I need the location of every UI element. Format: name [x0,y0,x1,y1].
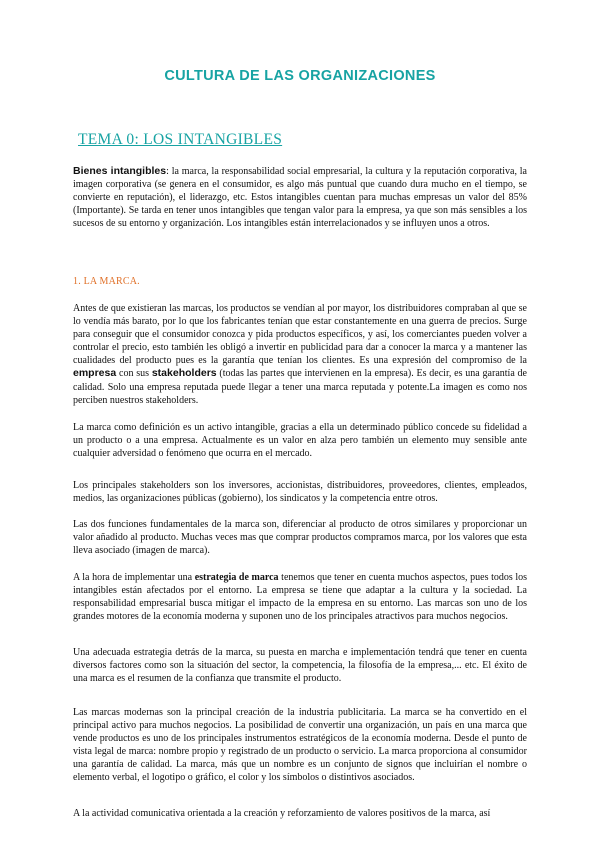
paragraph-adecuada-estrategia: Una adecuada estrategia detrás de la marca, su puesta en marcha e implementación tendrá que tener en cuenta diversos factores como son la situación del sector, la competencia, la filosofía de la empresa,... etc. El éxito de una marca es el resumen de la confianza que transmite el producto. [73,647,527,685]
paragraph-marcas-modernas: Las marcas modernas son la principal creación de la industria publicitaria. La marca se ha convertido en el principal activo para muchos negocios. La posibilidad de convertir una organización, un país en una marca que vende productos es uno de los principales instrumentos estratégicos de la economía moderna. Desde el punto de vista legal de marca: nombre propio y registrado de un producto o servicio. La marca proporciona al consumidor una garantía de calidad. La marca, más que un nombre es un conjunto de signos que incluirían el nombre o elemento verbal, el logotipo o gráfico, el color y los símbolos o distintivos asociados. [73,707,527,784]
bienes-intangibles-term: Bienes intangibles [73,165,167,177]
section-heading: 1. LA MARCA. [73,276,140,287]
paragraph-text: con sus [116,368,152,380]
paragraph-text: tenemos que tener en cuenta muchos aspectos, pues todos los intangibles están afectados por el entorno. La empresa se tiene que adaptar a la cultura y la sociedad. La responsabilidad empresarial busca mitigar el impacto de la empresa en su entorno. Las marcas son uno de los grandes motores de la economía moderna y suponen uno de los principales atractivos para muchos negocios. [73,572,528,623]
paragraph-historia-marca [73,302,527,407]
paragraph-text: A la hora de implementar una [73,572,195,583]
paragraph-text: (todas las partes que intervienen en la empresa). Es decir, es una garantía de calidad. Solo una empresa reputada puede llegar a tener una marca reputada y potente.La imagen es como nos perciben nuestros stakeholders. [73,368,527,406]
paragraph-text: Antes de que existieran las marcas, los productos se vendían al por mayor, los distribuidores compraban al que se lo vendía más barato, por lo que los fabricantes tenían que estar constantemente en una guerra de precios. Surge para conseguir que el consumidor conozca y pida productos específicos, y así, los comerciantes pueden volver a controlar el precio, esto también les obligó a invertir en publicidad para dar a conocer la marca y a mantener las cualidades del producto pues es la garantía que tenían los clientes. Es una expresión del compromiso de la [73,303,527,367]
empresa-term: empresa [73,367,117,380]
paragraph-stakeholders: Los principales stakeholders son los inversores, accionistas, distribuidores, proveedores, clientes, empleados, medios, las organizaciones públicas (gobierno), los sindicatos y la competencia entre otros. [73,480,527,505]
paragraph-estrategia-marca [73,571,527,623]
paragraph-text: : la marca, la responsabilidad social empresarial, la cultura y la reputación corporativa, la imagen corporativa (se genera en el consumidor, es algo más puntual que cuando dura mucho en el tiempo, se convierte en reputación), el liderazgo, etc. Estos intangibles cuentan para muchas empresas un valor del 85% (Importante). Se tarda en tener unos intangibles que tengan valor para la empresa, ya que son más sensibles a los sucesos de su entorno y organización. Los intangibles están interrelacionados y se influyen unos a otros. [73,166,527,230]
stakeholders-term: stakeholders [151,367,217,380]
paragraph-actividad-comunicativa: A la actividad comunicativa orientada a la creación y reforzamiento de valores positivos de la marca, así [73,808,491,819]
tema-heading: TEMA 0: LOS INTANGIBLES [78,131,283,148]
paragraph-bienes-intangibles [73,165,527,230]
paragraph-funciones-marca: Las dos funciones fundamentales de la marca son, diferenciar al producto de otros similares y proporcionar un valor añadido al producto. Muchas veces mas que comprar productos compramos marca, por los valores que esta lleva asociado (imagen de marca). [73,519,527,557]
estrategia-de-marca-term: estrategia de marca [194,572,279,583]
document-title: CULTURA DE LAS ORGANIZACIONES [164,68,436,84]
paragraph-definicion-marca: La marca como definición es un activo intangible, gracias a ella un determinado público concede su fidelidad a un producto o a una empresa. Actualmente es un valor en alza pero también un elemento muy sensible ante cualquier adversidad o fenómeno que ocurra en el mercado. [73,422,527,460]
